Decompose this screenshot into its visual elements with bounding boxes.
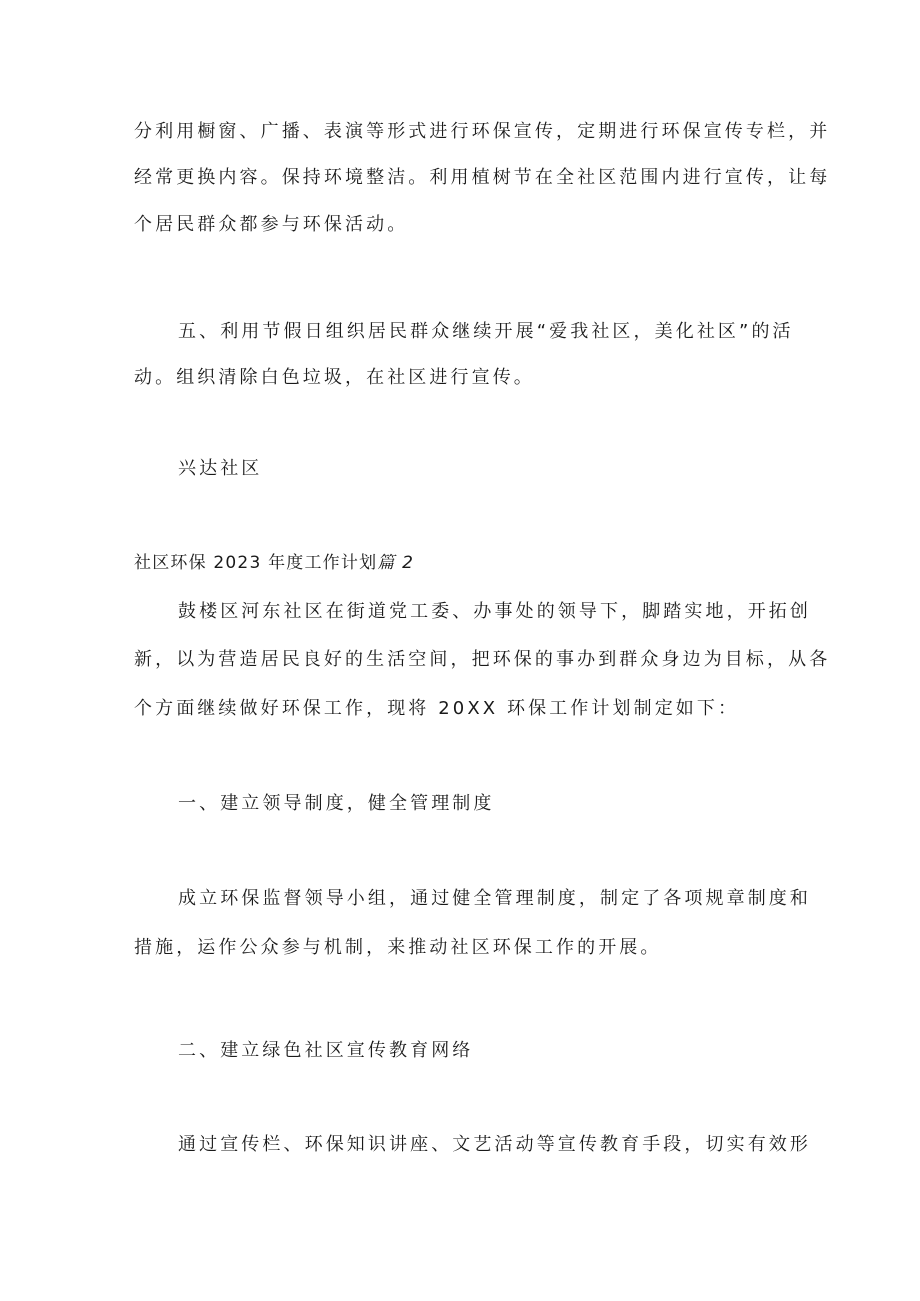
paragraph-3-line-3: 个方面继续做好环保工作，现将 20XX 环保工作计划制定如下： — [134, 698, 740, 719]
paragraph-3-line-2: 新，以为营造居民良好的生活空间，把环保的事办到群众身边为目标，从各 — [134, 649, 831, 670]
heading-2: 二、建立绿色社区宣传教育网络 — [178, 1040, 474, 1061]
heading-1: 一、建立领导制度，健全管理制度 — [178, 793, 495, 814]
paragraph-1-line-3: 个居民群众都参与环保活动。 — [134, 214, 409, 235]
paragraph-3-line-1: 鼓楼区河东社区在街道党工委、办事处的领导下，脚踏实地，开拓创 — [178, 601, 811, 622]
section-title-suffix: 篇 2 — [377, 553, 415, 573]
paragraph-4-line-2: 措施，运作公众参与机制，来推动社区环保工作的开展。 — [134, 937, 662, 958]
paragraph-2-line-2: 动。组织清除白色垃圾，在社区进行宣传。 — [134, 367, 535, 388]
paragraph-4-line-1: 成立环保监督领导小组，通过健全管理制度，制定了各项规章制度和 — [178, 888, 811, 909]
section-title — [134, 551, 794, 575]
paragraph-5-line-1: 通过宣传栏、环保知识讲座、文艺活动等宣传教育手段，切实有效形 — [178, 1134, 811, 1155]
paragraph-1-line-2: 经常更换内容。保持环境整洁。利用植树节在全社区范围内进行宣传，让每 — [134, 167, 831, 188]
paragraph-2-line-1: 五、利用节假日组织居民群众继续开展“爱我社区，美化社区”的活 — [178, 321, 794, 342]
signature: 兴达社区 — [178, 458, 263, 479]
section-title-main: 社区环保 2023 年度工作计划 — [134, 553, 378, 573]
paragraph-1-line-1: 分利用橱窗、广播、表演等形式进行环保宣传，定期进行环保宣传专栏，并 — [134, 121, 831, 142]
